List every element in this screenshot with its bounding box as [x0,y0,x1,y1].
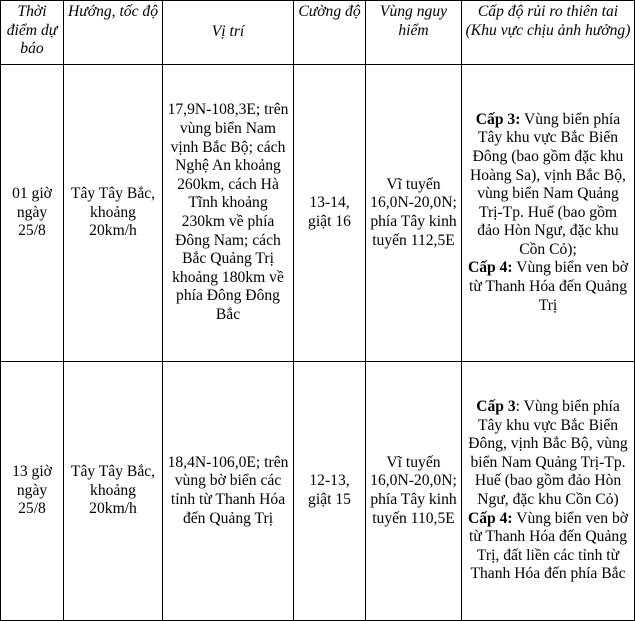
risk-level-3 [466,111,630,260]
risk-level-4 [466,259,630,315]
header-row [1,1,635,65]
cell-risk [462,65,635,362]
cell-time: 13 giờ ngày 25/8 [1,362,64,621]
risk-level-3-label: Cấp 3: [475,110,521,128]
cell-danger: Vĩ tuyến 16,0N-20,0N; phía Tây kinh tuyến 110,5E [366,362,462,621]
cell-intensity: 12-13, giật 15 [294,362,366,621]
header-intensity: Cường độ [294,1,366,65]
risk-level-4 [466,510,630,584]
cell-time: 01 giờ ngày 25/8 [1,65,64,362]
cell-position: 18,4N-106,0E; trên vùng bờ biển các tỉnh từ Thanh Hóa đến Quảng Trị [163,362,294,621]
table-row [1,65,635,362]
risk-level-4-text: Vùng biển ven bờ từ Thanh Hóa đến Quảng Trị [468,259,628,314]
header-risk: Cấp độ rủi ro thiên tai (Khu vực chịu ảnh hưởng) [462,1,635,65]
header-position: Vị trí [163,1,294,65]
cell-risk [462,362,635,621]
header-time: Thời điểm dự báo [1,1,64,65]
cell-intensity: 13-14, giật 16 [294,65,366,362]
risk-level-3-label: Cấp 3 [476,398,516,416]
table-row [1,362,635,621]
cell-danger: Vĩ tuyến 16,0N-20,0N; phía Tây kinh tuyến 112,5E [366,65,462,362]
header-danger: Vùng nguy hiểm [366,1,462,65]
risk-level-3 [466,398,630,510]
header-direction: Hướng, tốc độ [64,1,163,65]
risk-level-3-text: : Vùng biển phía Tây khu vực Bắc Biển Đông, vịnh Bắc Bộ, vùng biển Nam Quảng Trị-Tp. Huế (bao gồm đảo Hòn Ngư, đặc khu Cồn Cỏ) [468,398,628,508]
risk-level-4-label: Cấp 4: [468,509,513,527]
cell-direction: Tây Tây Bắc, khoảng 20km/h [64,65,163,362]
risk-level-4-label: Cấp 4: [468,259,513,277]
risk-level-3-text: Vùng biển phía Tây khu vực Bắc Biển Đông (bao gồm đặc khu Hoàng Sa), vịnh Bắc Bộ, vùng biển Nam Quảng Trị-Tp. Huế (bao gồm đảo Hòn Ngư, đặc khu Cồn Cỏ); [470,110,626,258]
risk-level-4-text: Vùng biển ven bờ từ Thanh Hóa đến Quảng Trị, đất liền các tỉnh từ Thanh Hóa đến phía Bắc [468,509,628,583]
cell-position: 17,9N-108,3E; trên vùng biển Nam vịnh Bắc Bộ; cách Nghệ An khoảng 260km, cách Hà Tĩnh khoảng 230km về phía Đông Nam; cách Bắc Quảng Trị khoảng 180km về phía Đông Đông Bắc [163,65,294,362]
cell-direction: Tây Tây Bắc, khoảng 20km/h [64,362,163,621]
